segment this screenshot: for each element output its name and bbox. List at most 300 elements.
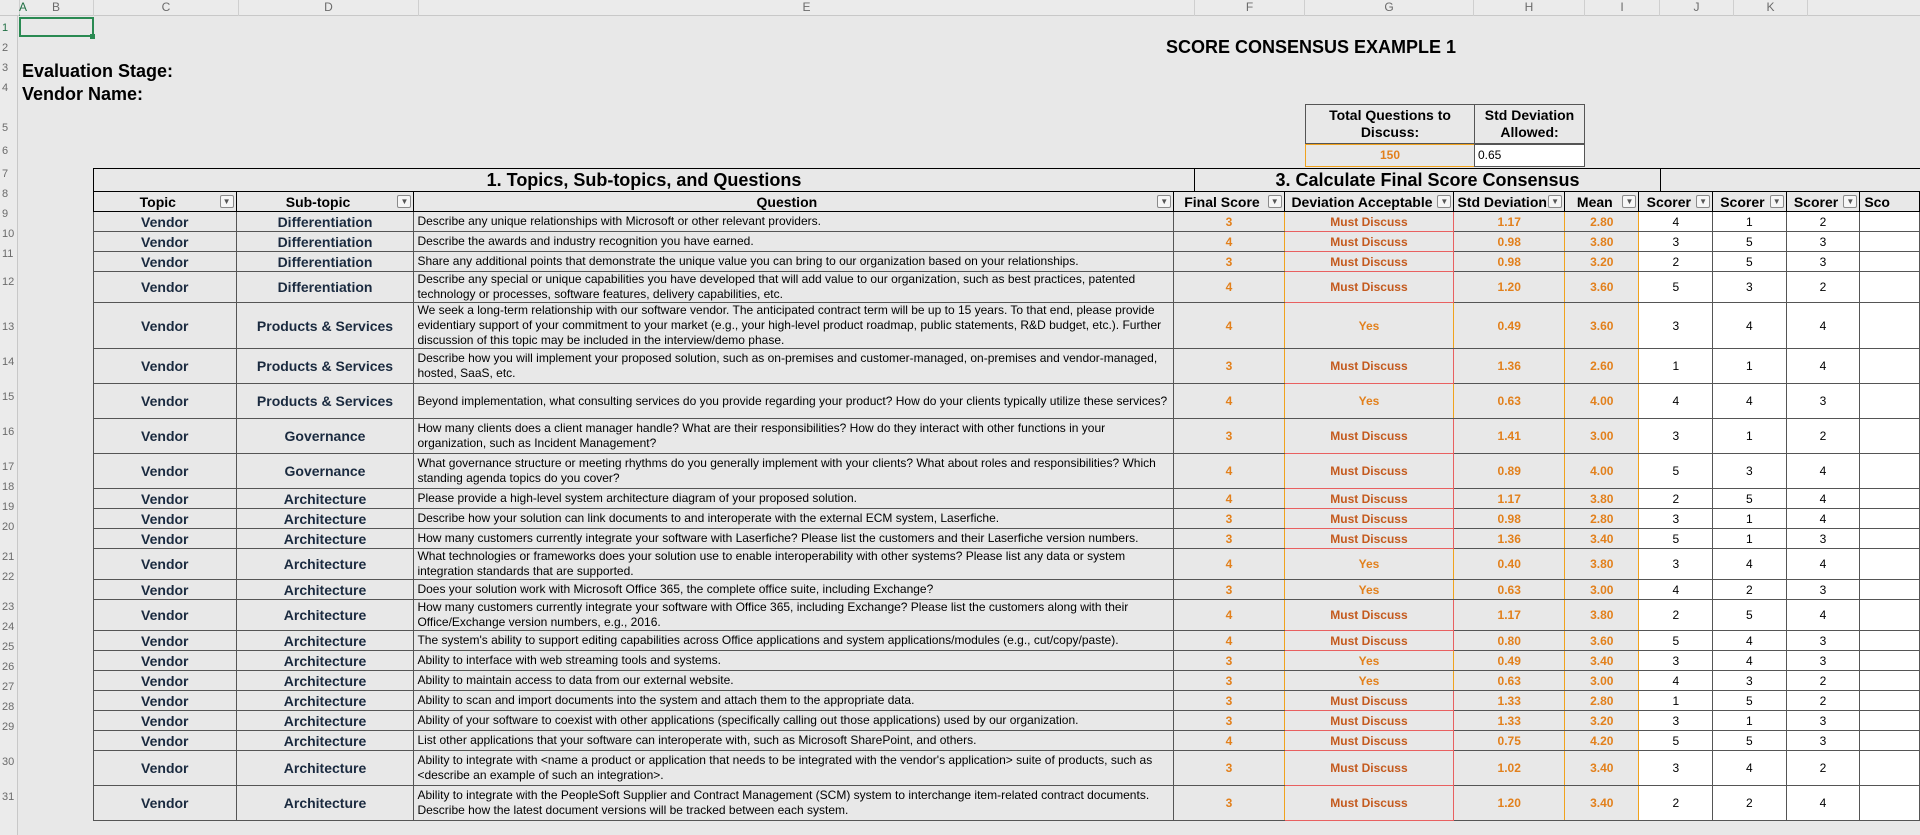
- row-header[interactable]: 24: [2, 621, 15, 633]
- subtopic-cell[interactable]: Architecture: [236, 711, 414, 731]
- filter-dropdown-icon[interactable]: ▼: [220, 195, 234, 208]
- scorer-1-cell[interactable]: 3: [1639, 303, 1713, 349]
- scorer-4-cell[interactable]: [1860, 751, 1920, 786]
- mean-cell[interactable]: 3.80: [1565, 600, 1639, 631]
- scorer-2-cell[interactable]: 1: [1713, 711, 1787, 731]
- column-header[interactable]: J: [1660, 0, 1734, 16]
- scorer-4-cell[interactable]: [1860, 691, 1920, 711]
- row-header[interactable]: 4: [2, 82, 9, 94]
- scorer-3-cell[interactable]: 4: [1786, 454, 1860, 489]
- total-questions-value[interactable]: 150: [1305, 144, 1475, 167]
- deviation-cell[interactable]: Must Discuss: [1284, 509, 1454, 529]
- deviation-cell[interactable]: Must Discuss: [1284, 454, 1454, 489]
- final-score-cell[interactable]: 4: [1174, 489, 1284, 509]
- deviation-cell[interactable]: Yes: [1284, 651, 1454, 671]
- filter-dropdown-icon[interactable]: ▼: [1548, 195, 1562, 208]
- scorer-3-cell[interactable]: 3: [1786, 232, 1860, 252]
- final-score-cell[interactable]: 3: [1174, 580, 1284, 600]
- question-cell[interactable]: Describe any special or unique capabilities you have developed that will add value to our organization, such as best practices, patented technology or processes, software features, delivery capabilities, etc.: [414, 272, 1174, 303]
- fill-handle[interactable]: [90, 34, 95, 39]
- scorer-1-cell[interactable]: 3: [1639, 751, 1713, 786]
- topic-cell[interactable]: Vendor: [94, 751, 237, 786]
- row-header[interactable]: 26: [2, 661, 15, 673]
- column-header[interactable]: C: [94, 0, 239, 16]
- scorer-1-cell[interactable]: 1: [1639, 349, 1713, 384]
- row-header[interactable]: 10: [2, 228, 15, 240]
- scorer-1-cell[interactable]: 4: [1639, 580, 1713, 600]
- filter-dropdown-icon[interactable]: ▼: [1843, 195, 1857, 208]
- scorer-3-cell[interactable]: 4: [1786, 549, 1860, 580]
- scorer-1-cell[interactable]: 5: [1639, 631, 1713, 651]
- column-header[interactable]: B: [19, 0, 94, 16]
- scorer-2-cell[interactable]: 4: [1713, 303, 1787, 349]
- mean-cell[interactable]: 4.00: [1565, 384, 1639, 419]
- topic-cell[interactable]: Vendor: [94, 349, 237, 384]
- topic-cell[interactable]: Vendor: [94, 711, 237, 731]
- deviation-cell[interactable]: Must Discuss: [1284, 600, 1454, 631]
- subtopic-cell[interactable]: Architecture: [236, 751, 414, 786]
- final-score-cell[interactable]: 4: [1174, 731, 1284, 751]
- subtopic-cell[interactable]: Architecture: [236, 529, 414, 549]
- topic-cell[interactable]: Vendor: [94, 580, 237, 600]
- mean-cell[interactable]: 3.00: [1565, 671, 1639, 691]
- scorer-2-cell[interactable]: 5: [1713, 600, 1787, 631]
- scorer-1-cell[interactable]: 5: [1639, 454, 1713, 489]
- deviation-cell[interactable]: Yes: [1284, 549, 1454, 580]
- scorer-4-cell[interactable]: [1860, 252, 1920, 272]
- row-header[interactable]: 28: [2, 701, 15, 713]
- topic-cell[interactable]: Vendor: [94, 303, 237, 349]
- row-header[interactable]: 5: [2, 122, 9, 134]
- scorer-2-cell[interactable]: 3: [1713, 272, 1787, 303]
- column-header[interactable]: G: [1305, 0, 1474, 16]
- scorer-2-cell[interactable]: 4: [1713, 384, 1787, 419]
- std-deviation-cell[interactable]: 0.40: [1454, 549, 1565, 580]
- std-deviation-cell[interactable]: 0.98: [1454, 232, 1565, 252]
- scorer-1-cell[interactable]: 3: [1639, 549, 1713, 580]
- scorer-3-cell[interactable]: 4: [1786, 509, 1860, 529]
- mean-cell[interactable]: 3.40: [1565, 751, 1639, 786]
- scorer-4-cell[interactable]: [1860, 671, 1920, 691]
- final-score-cell[interactable]: 3: [1174, 691, 1284, 711]
- mean-cell[interactable]: 3.40: [1565, 529, 1639, 549]
- topic-cell[interactable]: Vendor: [94, 272, 237, 303]
- row-header[interactable]: 14: [2, 356, 15, 368]
- final-score-cell[interactable]: 3: [1174, 651, 1284, 671]
- question-cell[interactable]: How many clients does a client manager handle? What are their responsibilities? How do they interact with other functions in your organization, such as Incident Management?: [414, 419, 1174, 454]
- deviation-cell[interactable]: Yes: [1284, 384, 1454, 419]
- subtopic-cell[interactable]: Architecture: [236, 731, 414, 751]
- scorer-1-cell[interactable]: 3: [1639, 651, 1713, 671]
- subtopic-cell[interactable]: Differentiation: [236, 212, 414, 232]
- scorer-3-cell[interactable]: 3: [1786, 731, 1860, 751]
- deviation-cell[interactable]: Must Discuss: [1284, 786, 1454, 821]
- subtopic-cell[interactable]: Architecture: [236, 489, 414, 509]
- deviation-cell[interactable]: Must Discuss: [1284, 349, 1454, 384]
- scorer-2-cell[interactable]: 1: [1713, 212, 1787, 232]
- column-header[interactable]: I: [1585, 0, 1660, 16]
- scorer-2-cell[interactable]: 1: [1713, 529, 1787, 549]
- question-cell[interactable]: The system's ability to support editing capabilities across Office applications and system applications/modules (e.g., cut/copy/paste).: [414, 631, 1174, 651]
- row-header[interactable]: 21: [2, 551, 15, 563]
- scorer-3-cell[interactable]: 2: [1786, 691, 1860, 711]
- mean-cell[interactable]: 4.00: [1565, 454, 1639, 489]
- scorer-3-cell[interactable]: 4: [1786, 489, 1860, 509]
- scorer-1-cell[interactable]: 2: [1639, 252, 1713, 272]
- scorer-1-cell[interactable]: 3: [1639, 232, 1713, 252]
- deviation-cell[interactable]: Must Discuss: [1284, 529, 1454, 549]
- scorer-4-cell[interactable]: [1860, 600, 1920, 631]
- deviation-cell[interactable]: Yes: [1284, 580, 1454, 600]
- topic-cell[interactable]: Vendor: [94, 529, 237, 549]
- scorer-2-cell[interactable]: 4: [1713, 549, 1787, 580]
- mean-cell[interactable]: 3.60: [1565, 631, 1639, 651]
- question-cell[interactable]: Describe how you will implement your proposed solution, such as on-premises and customer-managed, on-premises and vendor-managed, hosted, SaaS, etc.: [414, 349, 1174, 384]
- std-deviation-cell[interactable]: 0.80: [1454, 631, 1565, 651]
- final-score-cell[interactable]: 4: [1174, 600, 1284, 631]
- mean-cell[interactable]: 3.20: [1565, 252, 1639, 272]
- mean-cell[interactable]: 2.80: [1565, 212, 1639, 232]
- mean-cell[interactable]: 3.80: [1565, 549, 1639, 580]
- final-score-cell[interactable]: 3: [1174, 419, 1284, 454]
- scorer-2-cell[interactable]: 1: [1713, 349, 1787, 384]
- topic-cell[interactable]: Vendor: [94, 384, 237, 419]
- deviation-cell[interactable]: Must Discuss: [1284, 489, 1454, 509]
- subtopic-cell[interactable]: Architecture: [236, 600, 414, 631]
- subtopic-cell[interactable]: Differentiation: [236, 272, 414, 303]
- filter-dropdown-icon[interactable]: ▼: [1770, 195, 1784, 208]
- question-cell[interactable]: Describe any unique relationships with Microsoft or other relevant providers.: [414, 212, 1174, 232]
- column-header[interactable]: K: [1734, 0, 1808, 16]
- row-header[interactable]: 11: [2, 248, 14, 260]
- std-deviation-cell[interactable]: 1.17: [1454, 212, 1565, 232]
- filter-dropdown-icon[interactable]: ▼: [1437, 195, 1451, 208]
- topic-cell[interactable]: Vendor: [94, 631, 237, 651]
- final-score-cell[interactable]: 4: [1174, 303, 1284, 349]
- scorer-4-cell[interactable]: [1860, 489, 1920, 509]
- row-header[interactable]: 29: [2, 721, 15, 733]
- topic-cell[interactable]: Vendor: [94, 509, 237, 529]
- std-deviation-cell[interactable]: 1.17: [1454, 489, 1565, 509]
- scorer-4-cell[interactable]: [1860, 580, 1920, 600]
- row-header[interactable]: 8: [2, 188, 9, 200]
- mean-cell[interactable]: 3.60: [1565, 303, 1639, 349]
- std-deviation-cell[interactable]: 1.20: [1454, 272, 1565, 303]
- deviation-cell[interactable]: Yes: [1284, 671, 1454, 691]
- topic-cell[interactable]: Vendor: [94, 691, 237, 711]
- question-cell[interactable]: Does your solution work with Microsoft Office 365, the complete office suite, including Exchange?: [414, 580, 1174, 600]
- scorer-1-cell[interactable]: 2: [1639, 600, 1713, 631]
- scorer-3-cell[interactable]: 2: [1786, 419, 1860, 454]
- topic-cell[interactable]: Vendor: [94, 252, 237, 272]
- deviation-cell[interactable]: Yes: [1284, 303, 1454, 349]
- scorer-3-cell[interactable]: 3: [1786, 711, 1860, 731]
- question-cell[interactable]: Ability to maintain access to data from our external website.: [414, 671, 1174, 691]
- row-header[interactable]: 22: [2, 571, 15, 583]
- mean-cell[interactable]: 3.20: [1565, 711, 1639, 731]
- scorer-2-cell[interactable]: 3: [1713, 454, 1787, 489]
- final-score-cell[interactable]: 4: [1174, 232, 1284, 252]
- scorer-1-cell[interactable]: 4: [1639, 212, 1713, 232]
- final-score-cell[interactable]: 4: [1174, 384, 1284, 419]
- topic-cell[interactable]: Vendor: [94, 454, 237, 489]
- row-header[interactable]: 25: [2, 641, 15, 653]
- scorer-4-cell[interactable]: [1860, 272, 1920, 303]
- row-header[interactable]: 23: [2, 601, 15, 613]
- row-header[interactable]: 1: [2, 22, 9, 34]
- deviation-cell[interactable]: Must Discuss: [1284, 232, 1454, 252]
- scorer-4-cell[interactable]: [1860, 786, 1920, 821]
- deviation-cell[interactable]: Must Discuss: [1284, 631, 1454, 651]
- scorer-1-cell[interactable]: 2: [1639, 786, 1713, 821]
- final-score-cell[interactable]: 3: [1174, 529, 1284, 549]
- scorer-4-cell[interactable]: [1860, 549, 1920, 580]
- std-deviation-cell[interactable]: 1.20: [1454, 786, 1565, 821]
- scorer-2-cell[interactable]: 4: [1713, 631, 1787, 651]
- mean-cell[interactable]: 3.80: [1565, 232, 1639, 252]
- final-score-cell[interactable]: 4: [1174, 272, 1284, 303]
- scorer-2-cell[interactable]: 5: [1713, 731, 1787, 751]
- scorer-1-cell[interactable]: 3: [1639, 419, 1713, 454]
- question-cell[interactable]: Please provide a high-level system architecture diagram of your proposed solution.: [414, 489, 1174, 509]
- topic-cell[interactable]: Vendor: [94, 212, 237, 232]
- question-cell[interactable]: What governance structure or meeting rhythms do you generally implement with your clients? What about roles and responsibilities? Which standing agenda topics do you cover?: [414, 454, 1174, 489]
- subtopic-cell[interactable]: Architecture: [236, 691, 414, 711]
- std-deviation-cell[interactable]: 1.41: [1454, 419, 1565, 454]
- subtopic-cell[interactable]: Products & Services: [236, 349, 414, 384]
- std-deviation-cell[interactable]: 1.17: [1454, 600, 1565, 631]
- column-header[interactable]: E: [419, 0, 1195, 16]
- row-header[interactable]: 6: [2, 145, 9, 157]
- final-score-cell[interactable]: 4: [1174, 631, 1284, 651]
- row-header[interactable]: 2: [2, 42, 9, 54]
- std-deviation-cell[interactable]: 0.75: [1454, 731, 1565, 751]
- scorer-3-cell[interactable]: 3: [1786, 384, 1860, 419]
- scorer-4-cell[interactable]: [1860, 212, 1920, 232]
- final-score-cell[interactable]: 3: [1174, 751, 1284, 786]
- scorer-4-cell[interactable]: [1860, 731, 1920, 751]
- final-score-cell[interactable]: 3: [1174, 509, 1284, 529]
- row-header[interactable]: 3: [2, 62, 9, 74]
- scorer-2-cell[interactable]: 1: [1713, 419, 1787, 454]
- topic-cell[interactable]: Vendor: [94, 549, 237, 580]
- std-deviation-cell[interactable]: 0.98: [1454, 509, 1565, 529]
- scorer-3-cell[interactable]: 4: [1786, 600, 1860, 631]
- scorer-2-cell[interactable]: 5: [1713, 232, 1787, 252]
- subtopic-cell[interactable]: Products & Services: [236, 303, 414, 349]
- row-header[interactable]: 19: [2, 501, 15, 513]
- deviation-cell[interactable]: Must Discuss: [1284, 691, 1454, 711]
- scorer-2-cell[interactable]: 4: [1713, 651, 1787, 671]
- scorer-3-cell[interactable]: 3: [1786, 252, 1860, 272]
- topic-cell[interactable]: Vendor: [94, 671, 237, 691]
- final-score-cell[interactable]: 3: [1174, 711, 1284, 731]
- mean-cell[interactable]: 3.00: [1565, 580, 1639, 600]
- std-deviation-cell[interactable]: 1.33: [1454, 711, 1565, 731]
- scorer-4-cell[interactable]: [1860, 349, 1920, 384]
- scorer-4-cell[interactable]: [1860, 651, 1920, 671]
- scorer-3-cell[interactable]: 4: [1786, 303, 1860, 349]
- scorer-4-cell[interactable]: [1860, 509, 1920, 529]
- column-header[interactable]: A: [19, 0, 28, 14]
- column-header[interactable]: D: [239, 0, 419, 16]
- topic-cell[interactable]: Vendor: [94, 651, 237, 671]
- row-header[interactable]: 17: [2, 461, 15, 473]
- scorer-1-cell[interactable]: 4: [1639, 671, 1713, 691]
- row-header[interactable]: 27: [2, 681, 15, 693]
- deviation-cell[interactable]: Must Discuss: [1284, 212, 1454, 232]
- final-score-cell[interactable]: 4: [1174, 549, 1284, 580]
- std-deviation-cell[interactable]: 1.36: [1454, 349, 1565, 384]
- question-cell[interactable]: Describe the awards and industry recognition you have earned.: [414, 232, 1174, 252]
- subtopic-cell[interactable]: Differentiation: [236, 252, 414, 272]
- scorer-2-cell[interactable]: 5: [1713, 691, 1787, 711]
- filter-dropdown-icon[interactable]: ▼: [1622, 195, 1636, 208]
- mean-cell[interactable]: 3.00: [1565, 419, 1639, 454]
- mean-cell[interactable]: 2.80: [1565, 509, 1639, 529]
- scorer-4-cell[interactable]: [1860, 631, 1920, 651]
- mean-cell[interactable]: 3.40: [1565, 651, 1639, 671]
- subtopic-cell[interactable]: Architecture: [236, 631, 414, 651]
- scorer-4-cell[interactable]: [1860, 384, 1920, 419]
- mean-cell[interactable]: 3.40: [1565, 786, 1639, 821]
- topic-cell[interactable]: Vendor: [94, 232, 237, 252]
- std-deviation-cell[interactable]: 1.02: [1454, 751, 1565, 786]
- subtopic-cell[interactable]: Architecture: [236, 580, 414, 600]
- question-cell[interactable]: Beyond implementation, what consulting services do you provide regarding your product? How do your clients typically utilize these services?: [414, 384, 1174, 419]
- topic-cell[interactable]: Vendor: [94, 786, 237, 821]
- scorer-2-cell[interactable]: 4: [1713, 751, 1787, 786]
- subtopic-cell[interactable]: Products & Services: [236, 384, 414, 419]
- subtopic-cell[interactable]: Architecture: [236, 509, 414, 529]
- mean-cell[interactable]: 3.60: [1565, 272, 1639, 303]
- question-cell[interactable]: How many customers currently integrate your software with Laserfiche? Please list the customers and their Laserfiche version numbers.: [414, 529, 1174, 549]
- subtopic-cell[interactable]: Governance: [236, 419, 414, 454]
- subtopic-cell[interactable]: Architecture: [236, 786, 414, 821]
- column-header[interactable]: F: [1195, 0, 1305, 16]
- scorer-1-cell[interactable]: 3: [1639, 509, 1713, 529]
- std-deviation-cell[interactable]: 0.63: [1454, 580, 1565, 600]
- scorer-3-cell[interactable]: 3: [1786, 631, 1860, 651]
- row-header[interactable]: 13: [2, 321, 15, 333]
- scorer-4-cell[interactable]: [1860, 454, 1920, 489]
- mean-cell[interactable]: 4.20: [1565, 731, 1639, 751]
- scorer-3-cell[interactable]: 2: [1786, 272, 1860, 303]
- row-header[interactable]: 9: [2, 208, 9, 220]
- final-score-cell[interactable]: 3: [1174, 786, 1284, 821]
- row-header[interactable]: 16: [2, 426, 15, 438]
- std-deviation-cell[interactable]: 0.49: [1454, 303, 1565, 349]
- scorer-2-cell[interactable]: 2: [1713, 786, 1787, 821]
- std-deviation-cell[interactable]: 1.36: [1454, 529, 1565, 549]
- scorer-3-cell[interactable]: 3: [1786, 529, 1860, 549]
- std-deviation-cell[interactable]: 1.33: [1454, 691, 1565, 711]
- deviation-cell[interactable]: Must Discuss: [1284, 272, 1454, 303]
- scorer-1-cell[interactable]: 3: [1639, 711, 1713, 731]
- scorer-1-cell[interactable]: 5: [1639, 272, 1713, 303]
- deviation-cell[interactable]: Must Discuss: [1284, 751, 1454, 786]
- question-cell[interactable]: Share any additional points that demonstrate the unique value you can bring to our organization based on your relationships.: [414, 252, 1174, 272]
- subtopic-cell[interactable]: Differentiation: [236, 232, 414, 252]
- scorer-3-cell[interactable]: 2: [1786, 671, 1860, 691]
- question-cell[interactable]: What technologies or frameworks does your solution use to enable interoperability with other systems? Please list any data or system integration standards that are supported.: [414, 549, 1174, 580]
- row-header[interactable]: 12: [2, 276, 15, 288]
- row-header[interactable]: 31: [2, 791, 15, 803]
- subtopic-cell[interactable]: Architecture: [236, 651, 414, 671]
- scorer-3-cell[interactable]: 2: [1786, 212, 1860, 232]
- scorer-3-cell[interactable]: 3: [1786, 580, 1860, 600]
- final-score-cell[interactable]: 3: [1174, 212, 1284, 232]
- final-score-cell[interactable]: 3: [1174, 671, 1284, 691]
- scorer-4-cell[interactable]: [1860, 711, 1920, 731]
- scorer-2-cell[interactable]: 1: [1713, 509, 1787, 529]
- mean-cell[interactable]: 2.80: [1565, 691, 1639, 711]
- question-cell[interactable]: Ability to integrate with the PeopleSoft Supplier and Contract Management (SCM) system to interchange item-related contract documents. Describe how the latest document versions will be tracked between each system.: [414, 786, 1174, 821]
- std-deviation-cell[interactable]: 0.63: [1454, 384, 1565, 419]
- scorer-2-cell[interactable]: 5: [1713, 252, 1787, 272]
- final-score-cell[interactable]: 4: [1174, 454, 1284, 489]
- row-header[interactable]: 20: [2, 521, 15, 533]
- row-header[interactable]: 30: [2, 756, 15, 768]
- filter-dropdown-icon[interactable]: ▼: [1157, 195, 1171, 208]
- scorer-4-cell[interactable]: [1860, 529, 1920, 549]
- subtopic-cell[interactable]: Architecture: [236, 671, 414, 691]
- question-cell[interactable]: We seek a long-term relationship with our software vendor. The anticipated contract term will be up to 15 years. To that end, please provide evidentiary support of your commitment to your market (e.g., your high-level product roadmap, public statements, R&D budget, etc.). Further discussion of this topic may be included in the interview/demo phase.: [414, 303, 1174, 349]
- scorer-4-cell[interactable]: [1860, 419, 1920, 454]
- question-cell[interactable]: Ability to integrate with <name a product or application that needs to be integrated with the vendor's application> suite of products, such as <describe an example of such an integration>.: [414, 751, 1174, 786]
- row-header[interactable]: 15: [2, 391, 15, 403]
- std-deviation-cell[interactable]: 0.63: [1454, 671, 1565, 691]
- column-header[interactable]: H: [1474, 0, 1585, 16]
- scorer-4-cell[interactable]: [1860, 232, 1920, 252]
- question-cell[interactable]: Ability to interface with web streaming tools and systems.: [414, 651, 1174, 671]
- deviation-cell[interactable]: Must Discuss: [1284, 731, 1454, 751]
- mean-cell[interactable]: 3.80: [1565, 489, 1639, 509]
- scorer-3-cell[interactable]: 3: [1786, 651, 1860, 671]
- scorer-1-cell[interactable]: 2: [1639, 489, 1713, 509]
- question-cell[interactable]: Ability of your software to coexist with other applications (specifically calling out those applications) used by our organization.: [414, 711, 1174, 731]
- deviation-cell[interactable]: Must Discuss: [1284, 711, 1454, 731]
- filter-dropdown-icon[interactable]: ▼: [1696, 195, 1710, 208]
- deviation-cell[interactable]: Must Discuss: [1284, 419, 1454, 454]
- topic-cell[interactable]: Vendor: [94, 731, 237, 751]
- question-cell[interactable]: How many customers currently integrate your software with Office 365, including Exchange? Please list the customers along with their Office/Exchange version numbers, e.g., 2016.: [414, 600, 1174, 631]
- filter-dropdown-icon[interactable]: ▼: [397, 195, 411, 208]
- subtopic-cell[interactable]: Governance: [236, 454, 414, 489]
- scorer-2-cell[interactable]: 5: [1713, 489, 1787, 509]
- deviation-cell[interactable]: Must Discuss: [1284, 252, 1454, 272]
- subtopic-cell[interactable]: Architecture: [236, 549, 414, 580]
- scorer-2-cell[interactable]: 2: [1713, 580, 1787, 600]
- scorer-3-cell[interactable]: 4: [1786, 786, 1860, 821]
- topic-cell[interactable]: Vendor: [94, 419, 237, 454]
- scorer-1-cell[interactable]: 5: [1639, 529, 1713, 549]
- row-header[interactable]: 7: [2, 168, 9, 180]
- std-deviation-cell[interactable]: 0.89: [1454, 454, 1565, 489]
- std-deviation-cell[interactable]: 0.98: [1454, 252, 1565, 272]
- std-dev-allowed-value[interactable]: 0.65: [1474, 144, 1585, 167]
- question-cell[interactable]: List other applications that your software can interoperate with, such as Microsoft SharePoint, and others.: [414, 731, 1174, 751]
- scorer-1-cell[interactable]: 5: [1639, 731, 1713, 751]
- topic-cell[interactable]: Vendor: [94, 489, 237, 509]
- mean-cell[interactable]: 2.60: [1565, 349, 1639, 384]
- scorer-2-cell[interactable]: 3: [1713, 671, 1787, 691]
- question-cell[interactable]: Describe how your solution can link documents to and interoperate with the external ECM system, Laserfiche.: [414, 509, 1174, 529]
- row-header[interactable]: 18: [2, 481, 15, 493]
- scorer-3-cell[interactable]: 2: [1786, 751, 1860, 786]
- topic-cell[interactable]: Vendor: [94, 600, 237, 631]
- std-deviation-cell[interactable]: 0.49: [1454, 651, 1565, 671]
